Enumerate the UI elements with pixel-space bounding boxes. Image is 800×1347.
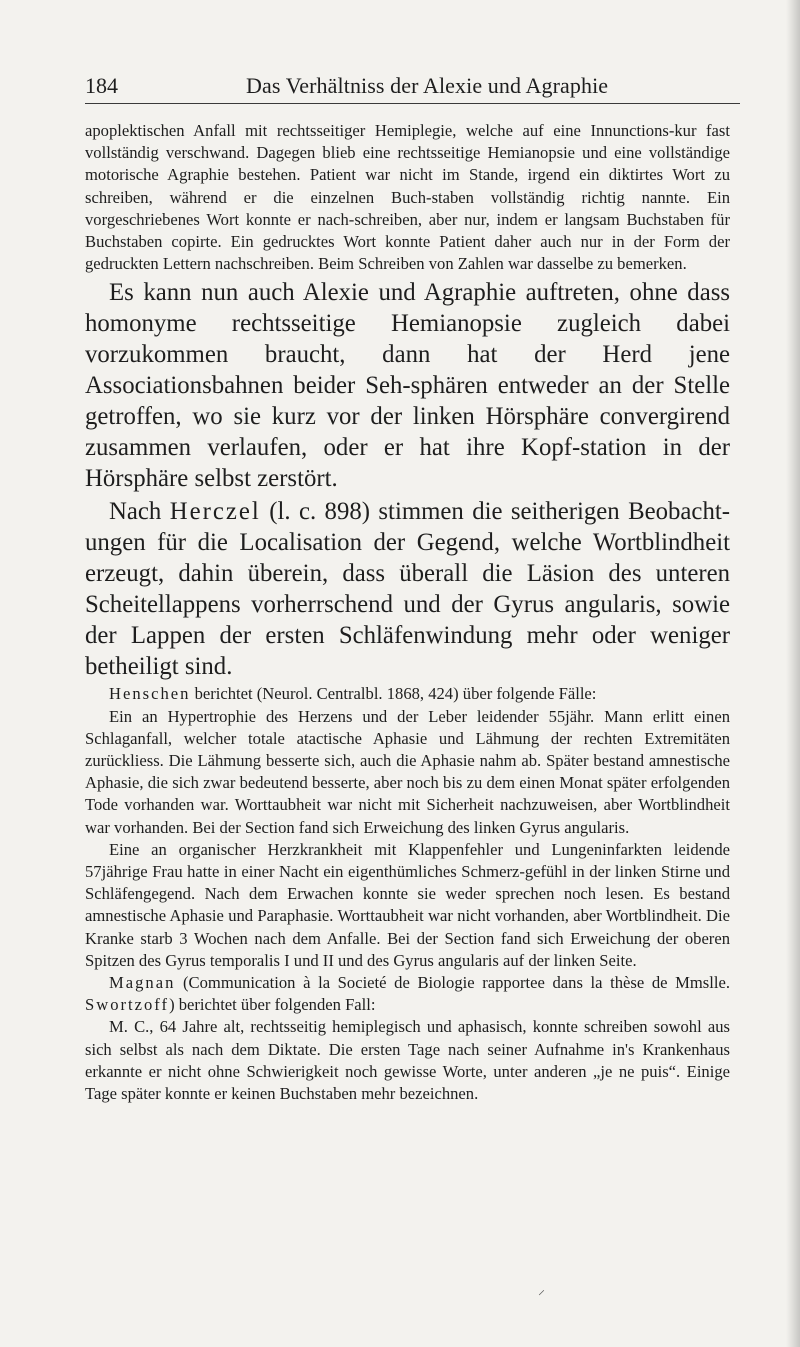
author-herczel: Herczel xyxy=(169,498,261,526)
main-paragraph-alexie-agraphie: Es kann nun auch Alexie und Agraphie auftreten, ohne dass homonyme rechtsseitige Hemianopsie zugleich dabei vorzukommen braucht, dann hat der Herd jene Associationsbahnen beider Seh-sphären entweder an der Stelle getroffen, wo sie kurz vor der linken Hörsphäre convergirend zusammen verlaufen, oder er hat ihre Kopf-station in der Hörsphäre selbst zerstört. xyxy=(85,279,730,493)
page-edge-shadow xyxy=(786,0,800,1347)
magnan-intro-text: (Communication à la Societé de Biologie rapportee dans la thèse de Mmslle. xyxy=(175,973,730,993)
henschen-intro xyxy=(85,683,730,705)
author-magnan: Magnan xyxy=(109,973,176,993)
magnan-intro-end: ) berichtet über folgenden Fall: xyxy=(169,995,376,1015)
henschen-intro-text: berichtet (Neurol. Centralbl. 1868, 424) über folgende Fälle: xyxy=(190,684,597,704)
case-paragraph-continued: apoplektischen Anfall mit rechtsseitiger Hemiplegie, welche auf eine Innunctions-kur fast vollständig verschwand. Dagegen blieb eine rechtsseitige Hemianopsie und eine vollständige motorische Agraphie bestehen. Patient war nicht im Stande, irgend ein diktirtes Wort zu schreiben, während er die einzelnen Buch-staben vollständig richtig nannte. Ein vorgeschriebenes Wort konnte er nach-schreiben, aber nur, indem er langsam Buchstaben für Buchstaben copirte. Ein gedrucktes Wort konnte Patient daher auch nur in der Form der gedruckten Lettern nachschreiben. Beim Schreiben von Zahlen war dasselbe zu bemerken. xyxy=(85,121,730,274)
author-swortzoff: Swortzoff xyxy=(85,995,170,1015)
paragraph-remainder: (l. c. 898) stimmen die seitherigen Beobacht-ungen für die Localisation der Gegend, welche Wortblindheit erzeugt, dahin überein, dass überall die Läsion des unteren Scheitellappens vorherrschend und der Gyrus angularis, sowie der Lappen der ersten Schläfenwindung mehr oder weniger betheiligt sind. xyxy=(85,498,730,681)
paragraph-prefix: Nach xyxy=(109,498,170,526)
running-head: Das Verhältniss der Alexie und Agraphie xyxy=(246,73,609,98)
case-paragraph-mc: M. C., 64 Jahre alt, rechtsseitig hemiplegisch und aphasisch, konnte schreiben sowohl aus sich selbst als nach dem Diktate. Die ersten Tage nach seiner Aufnahme in's Krankenhaus erkannte er nicht ohne Schwierigkeit noch gewisse Worte, unter anderen „je ne puis“. Einige Tage später konnte er keinen Buchstaben mehr bezeichnen. xyxy=(85,1017,730,1104)
magnan-intro xyxy=(85,972,730,1016)
case-paragraph-woman: Eine an organischer Herzkrankheit mit Klappenfehler und Lungeninfarkten leidende 57jährige Frau hatte in einer Nacht ein eigenthümliches Schmerz-gefühl in der linken Stirne und Schläfengegend. Nach dem Erwachen konnte sie weder sprechen noch lesen. Es bestand amnestische Aphasie und Paraphasie. Worttaubheit war nicht vorhanden, aber Wortblindheit. Die Kranke starb 3 Wochen nach dem Anfalle. Bei der Section fand sich Erweichung der oberen Spitzen des Gyrus temporalis I und II und des Gyrus angularis auf der linken Seite. xyxy=(85,839,730,970)
header-rule xyxy=(85,103,740,104)
main-paragraph-herczel xyxy=(85,496,730,682)
page-number: 184 xyxy=(85,73,118,98)
page-header xyxy=(85,74,745,106)
body-text xyxy=(85,120,730,1105)
author-henschen: Henschen xyxy=(109,684,191,704)
scan-mark: ⸍ xyxy=(538,1289,545,1304)
case-paragraph-man: Ein an Hypertrophie des Herzens und der Leber leidender 55jähr. Mann erlitt einen Schlaganfall, welcher totale atactische Aphasie und Lähmung der rechten Extremitäten zurückliess. Die Lähmung besserte sich, auch die Aphasie nahm ab. Später bestand amnestische Aphasie, die sich zwar bedeutend besserte, aber noch bis zu dem einen Monat später erfolgenden Tode vorhanden war. Worttaubheit war nicht mit Sicherheit nachzuweisen, aber Wortblindheit war vorhanden. Bei der Section fand sich Erweichung des linken Gyrus angularis. xyxy=(85,706,730,837)
